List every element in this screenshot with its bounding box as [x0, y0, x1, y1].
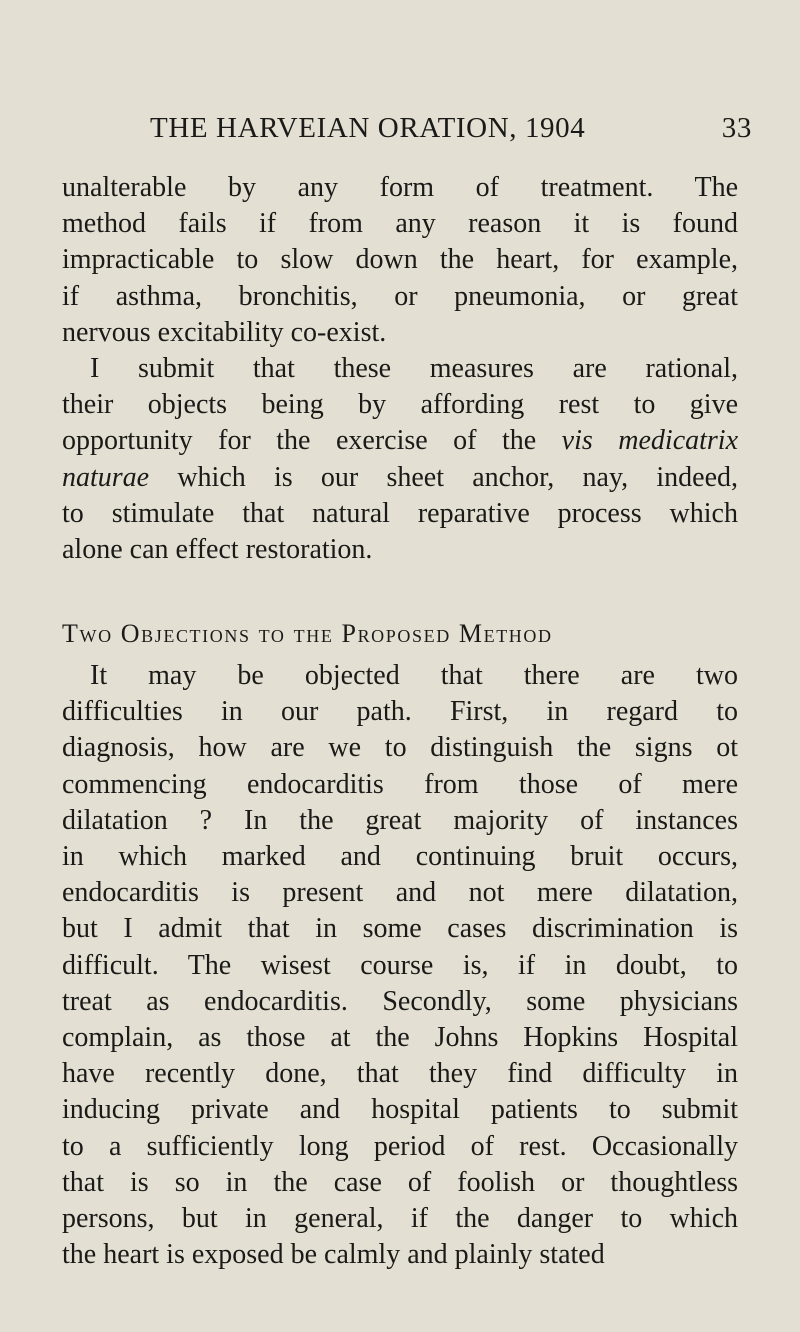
text-line: their objects being by affording rest to give — [62, 389, 738, 421]
text-line: have recently done, that they find difficulty in — [62, 1058, 738, 1090]
paragraph-measures — [62, 351, 738, 568]
latin-phrase: naturae — [62, 461, 150, 493]
text-line — [62, 423, 738, 459]
text-line: if asthma, bronchitis, or pneumonia, or great — [62, 280, 738, 312]
text-line: endocarditis is present and not mere dilatation, — [62, 877, 738, 909]
text-line: It may be objected that there are two — [90, 660, 738, 692]
text-line: to a sufficiently long period of rest. Occasionally — [62, 1130, 738, 1162]
paragraph-treatment — [62, 170, 738, 351]
section-gap — [62, 568, 738, 616]
text-line: but I admit that in some cases discrimination is — [62, 913, 738, 945]
section-heading: Two Objections to the Proposed Method — [62, 619, 553, 649]
text-line — [62, 460, 738, 496]
text-line: nervous excitability co-exist. — [62, 316, 387, 348]
text-line: inducing private and hospital patients to submit — [62, 1094, 738, 1126]
text-line: to stimulate that natural reparative process which — [62, 497, 738, 529]
page-number: 33 — [721, 112, 752, 144]
running-title: THE HARVEIAN ORATION, 1904 — [150, 112, 586, 144]
body-text — [62, 170, 738, 1273]
running-head — [150, 108, 752, 148]
text-line: I submit that these measures are rational, — [90, 352, 738, 384]
text-line: in which marked and continuing bruit occurs, — [62, 841, 738, 872]
text-line: that is so in the case of foolish or thoughtless — [62, 1166, 738, 1198]
text-line: treat as endocarditis. Secondly, some physicians — [62, 985, 738, 1017]
text-line: persons, but in general, if the danger to which — [62, 1202, 738, 1234]
text-line: diagnosis, how are we to distinguish the signs ot — [62, 732, 738, 764]
text-line: commencing endocarditis from those of mere — [62, 768, 738, 800]
latin-phrase: vis medicatrix — [561, 425, 738, 457]
text-line: difficulties in our path. First, in regard to — [62, 696, 738, 728]
text-line: impracticable to slow down the heart, for example, — [62, 244, 738, 276]
text-line: the heart is exposed be calmly and plainly stated — [62, 1239, 605, 1271]
text-line: difficult. The wisest course is, if in doubt, to — [62, 949, 738, 981]
text-line: unalterable by any form of treatment. The — [62, 172, 738, 203]
text-line: complain, as those at the Johns Hopkins Hospital — [62, 1021, 738, 1053]
paragraph-objections — [62, 658, 738, 1273]
text-fragment: opportunity for the exercise of the — [62, 425, 562, 457]
text-fragment: which is our sheet anchor, nay, indeed, — [149, 461, 738, 493]
text-line: dilatation ? In the great majority of instances — [62, 804, 738, 836]
text-line: alone can effect restoration. — [62, 533, 373, 565]
text-line: method fails if from any reason it is found — [62, 208, 738, 240]
